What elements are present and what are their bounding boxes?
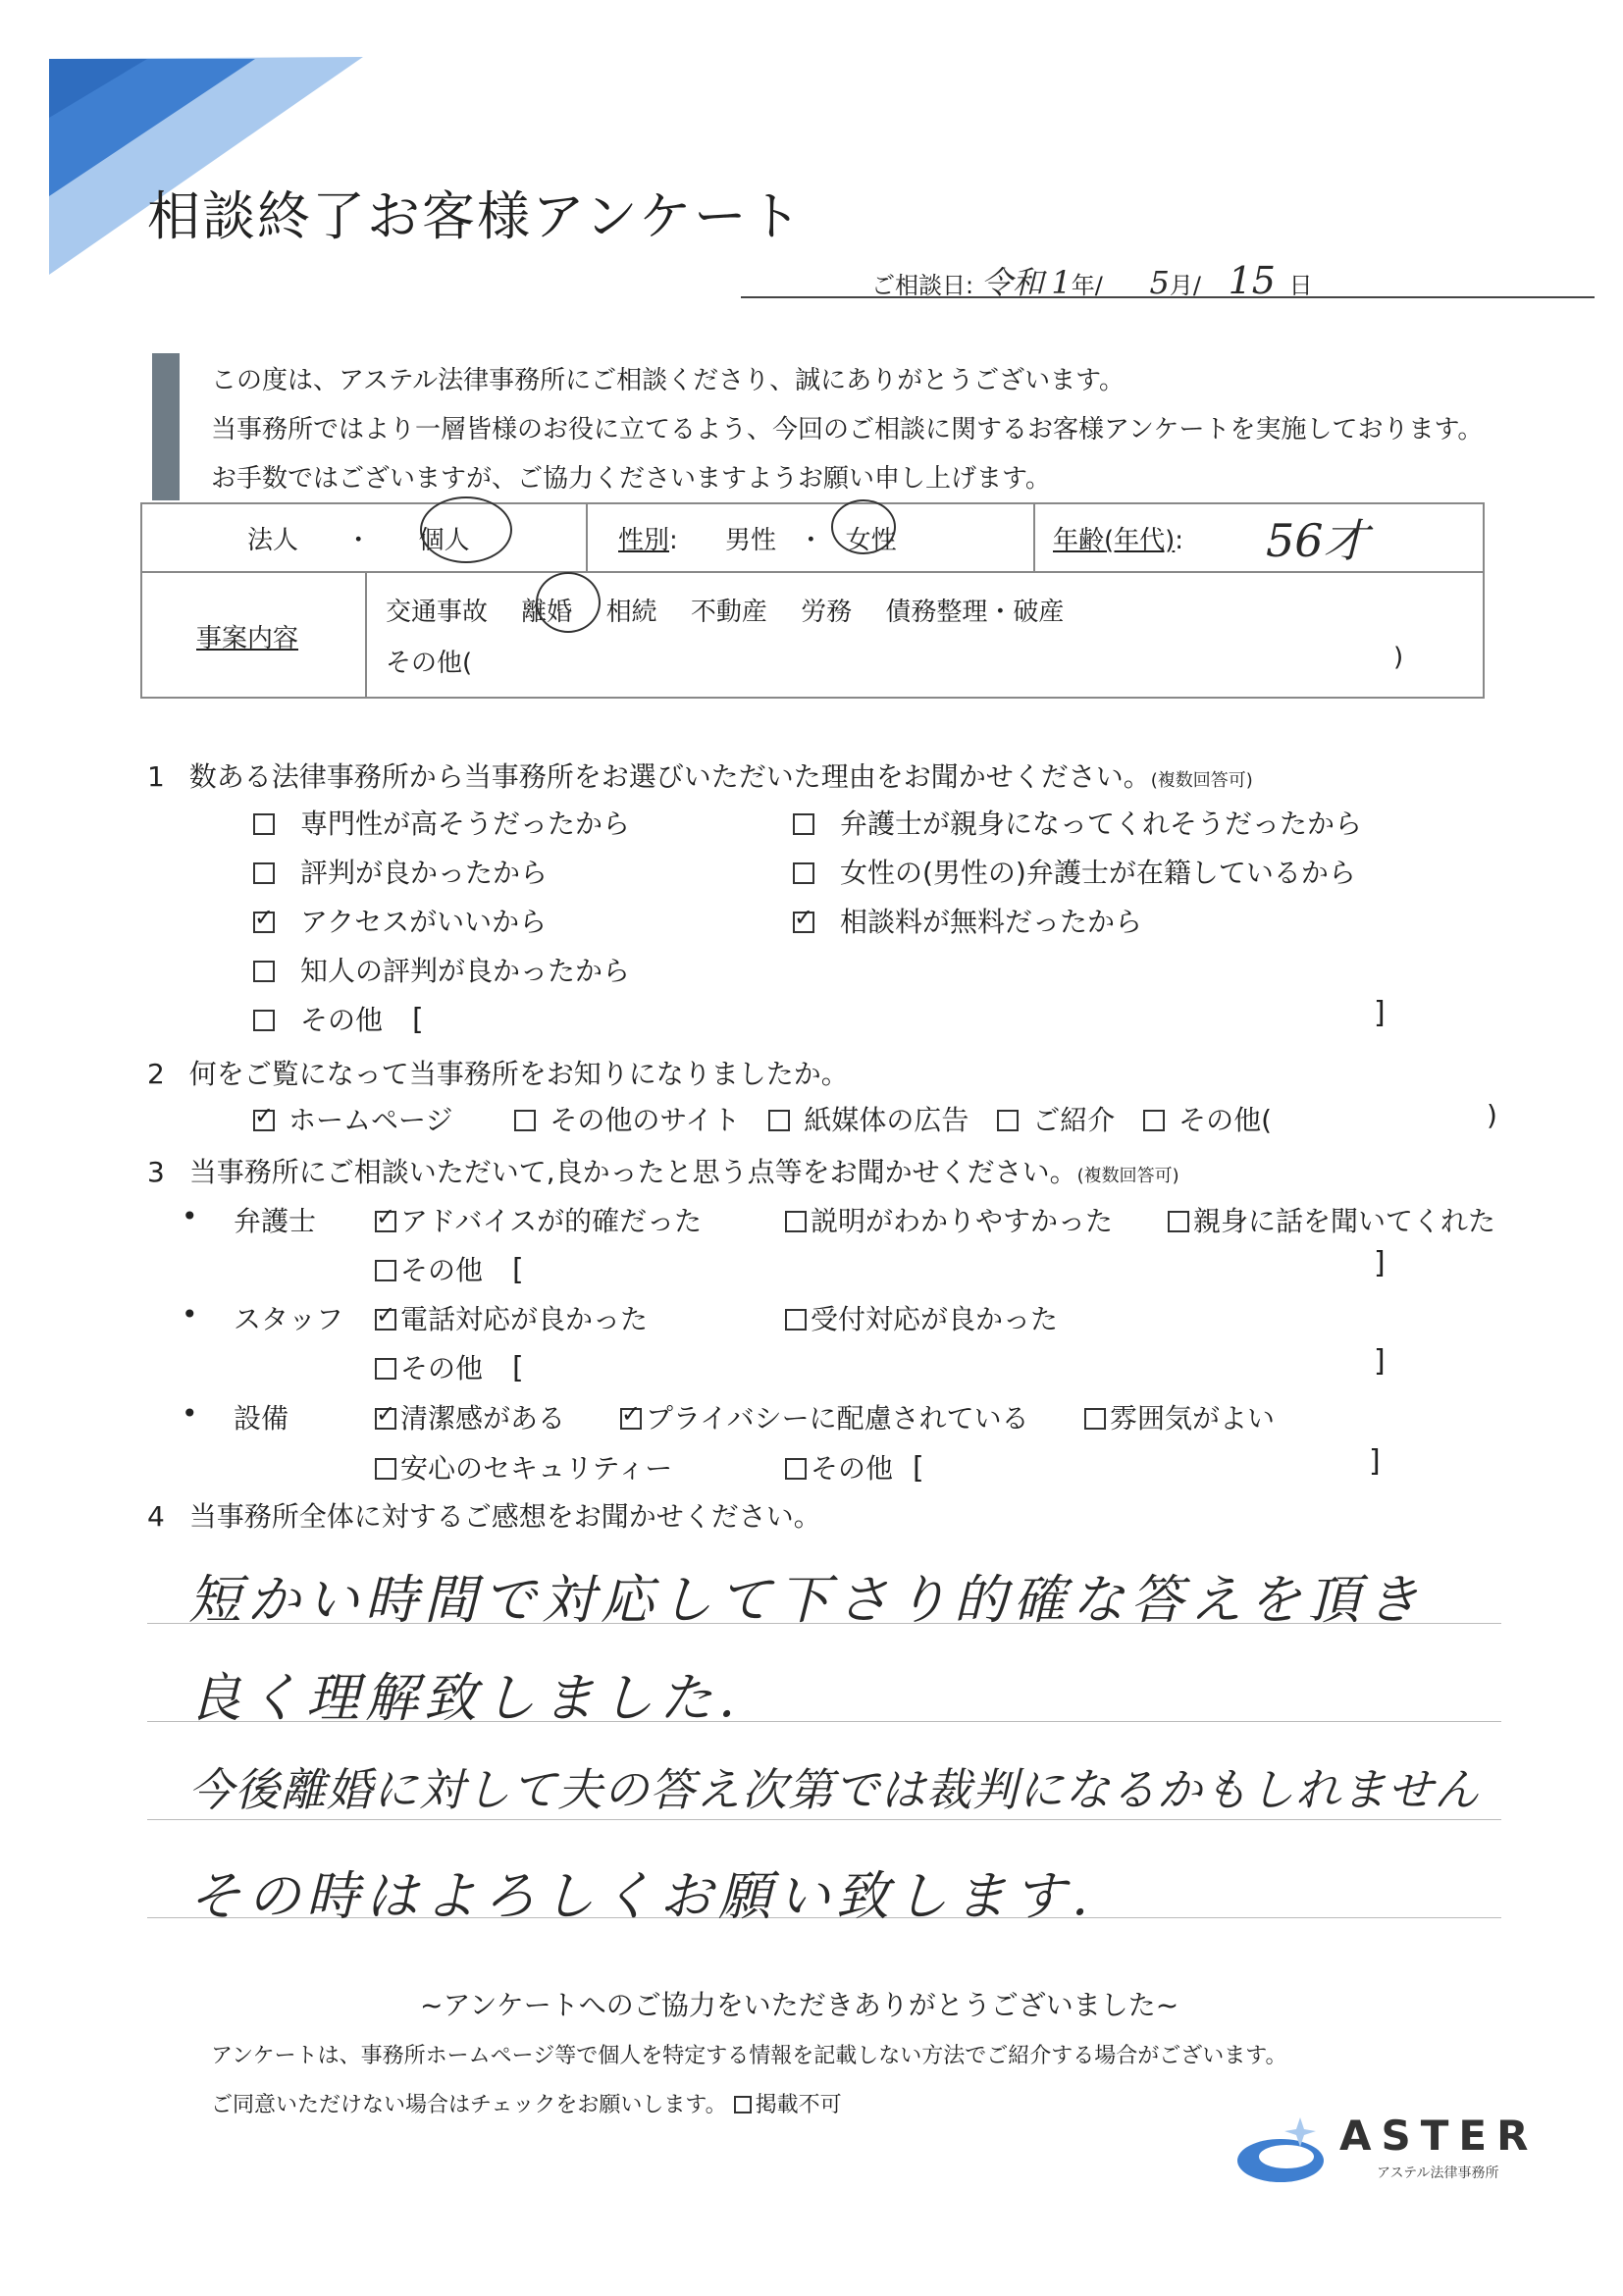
- checkbox[interactable]: [785, 1211, 807, 1232]
- q1-text: 数ある法律事務所から当事務所をお選びいただいた理由をお聞かせください。: [188, 760, 1151, 793]
- checkbox[interactable]: [375, 1458, 396, 1480]
- logo-swoosh-icon: [1231, 2100, 1330, 2198]
- info-table-col-divider: [365, 571, 367, 697]
- checkbox[interactable]: [253, 961, 275, 982]
- checkbox-checked[interactable]: [375, 1309, 396, 1331]
- q3-lawyer-label: 弁護士: [234, 1205, 317, 1237]
- ruled-line: [147, 1819, 1501, 1820]
- q1-option[interactable]: 女性の(男性の)弁護士が在籍しているから: [793, 852, 1356, 891]
- bracket-close: ]: [1369, 1444, 1381, 1479]
- checkbox[interactable]: [1143, 1110, 1165, 1131]
- q1-option[interactable]: 専門性が高そうだったから: [253, 803, 630, 842]
- case-option-realestate[interactable]: 不動産: [690, 598, 767, 627]
- checkbox[interactable]: [785, 1458, 807, 1480]
- case-option-labor[interactable]: 労務: [801, 598, 853, 627]
- checkbox[interactable]: [768, 1110, 790, 1131]
- age-field: [1053, 520, 1183, 556]
- q3-lawyer-option[interactable]: ✓ アドバイスが的確だった: [375, 1200, 702, 1239]
- header-decoration: [0, 0, 412, 294]
- q2-option[interactable]: その他のサイト: [514, 1104, 740, 1136]
- q3-facility-option[interactable]: ✓ 清潔感がある: [375, 1397, 565, 1436]
- intro-accent-bar: [152, 353, 180, 500]
- q3-heading: [147, 1151, 1179, 1190]
- bracket-open: [: [913, 1451, 924, 1486]
- checkbox[interactable]: [514, 1110, 536, 1131]
- case-options: [386, 592, 1064, 628]
- info-table-divider: [140, 571, 1483, 573]
- checkbox[interactable]: [734, 2096, 752, 2113]
- checkbox[interactable]: [253, 813, 275, 835]
- date-day: 15: [1228, 259, 1276, 302]
- checkbox-checked[interactable]: [620, 1408, 642, 1430]
- bracket-close: ]: [1374, 1246, 1386, 1280]
- q4-comment-box[interactable]: [147, 1540, 1501, 1927]
- gender-label: 性別: [618, 526, 670, 555]
- q4-number: 4: [147, 1500, 165, 1533]
- thanks-message: ~アンケートへのご協力をいただきありがとうございました~: [420, 1989, 1179, 2021]
- q2-option[interactable]: ご紹介: [997, 1104, 1115, 1136]
- checkbox-checked[interactable]: [375, 1211, 396, 1232]
- checkbox[interactable]: [1168, 1211, 1189, 1232]
- q3-facility-option[interactable]: 安心のセキュリティー: [375, 1447, 672, 1487]
- q2-option[interactable]: ✓ホームページ: [253, 1104, 452, 1136]
- case-option-debt[interactable]: 債務整理・破産: [885, 598, 1065, 627]
- checkbox[interactable]: [785, 1309, 807, 1331]
- age-colon: :: [1175, 526, 1184, 555]
- case-other-close: ): [1393, 643, 1404, 672]
- q2-close: ): [1487, 1099, 1497, 1131]
- checkbox[interactable]: [253, 862, 275, 884]
- checkbox[interactable]: [793, 862, 814, 884]
- page-title: 相談終了お客様アンケート: [147, 185, 804, 247]
- date-era: 令和: [980, 264, 1044, 301]
- checkbox-checked[interactable]: [793, 912, 814, 933]
- q1-option[interactable]: ✓アクセスがいいから: [253, 901, 547, 940]
- q2-options: [253, 1099, 1272, 1138]
- info-table-col-divider: [1033, 502, 1035, 573]
- comment-line: 良く理解致しました.: [188, 1667, 742, 1729]
- bracket-close: ]: [1374, 996, 1386, 1030]
- q1-note: (複数回答可): [1150, 770, 1253, 791]
- publish-notice: アンケートは、事務所ホームページ等で個人を特定する情報を記載しない方法でご紹介する場合がございます。: [211, 2044, 1287, 2068]
- q3-staff-other[interactable]: その他 [: [375, 1347, 524, 1386]
- logo-text: ASTER: [1339, 2112, 1539, 2160]
- q3-number: 3: [147, 1156, 165, 1188]
- q1-option[interactable]: 評判が良かったから: [253, 852, 548, 891]
- date-underline: [741, 294, 1595, 298]
- gender-colon: :: [669, 526, 678, 555]
- q4-heading: [147, 1495, 821, 1535]
- q3-lawyer-option[interactable]: 親身に話を聞いてくれた: [1168, 1200, 1495, 1239]
- q1-other[interactable]: その他 [: [253, 999, 424, 1038]
- q2-text: 何をご覧になって当事務所をお知りになりましたか。: [188, 1058, 849, 1090]
- date-year: 1: [1051, 264, 1072, 301]
- checkbox-checked[interactable]: [253, 912, 275, 933]
- q3-staff-option[interactable]: ✓ 電話対応が良かった: [375, 1298, 648, 1337]
- date-year-unit: 年/: [1071, 272, 1103, 299]
- q3-facility-label: 設備: [234, 1402, 289, 1435]
- q2-option[interactable]: その他(: [1143, 1104, 1272, 1136]
- gender-male[interactable]: 男性: [725, 526, 777, 555]
- date-month-unit: 月/: [1169, 272, 1201, 299]
- age-value[interactable]: 56才: [1266, 514, 1369, 567]
- checkbox[interactable]: [375, 1260, 396, 1281]
- checkbox[interactable]: [1084, 1408, 1106, 1430]
- q2-option[interactable]: 紙媒体の広告: [768, 1104, 969, 1136]
- client-type-corp: 法人: [247, 526, 299, 555]
- checkbox[interactable]: [793, 813, 814, 835]
- checkbox[interactable]: [253, 1010, 275, 1031]
- intro-text: [211, 356, 1483, 503]
- q3-facility-other[interactable]: その他 [: [785, 1447, 924, 1487]
- checkbox[interactable]: [997, 1110, 1019, 1131]
- bracket-open: [: [512, 1253, 524, 1287]
- intro-line: お手数ではございますが、ご協力くださいますようお願い申し上げます。: [211, 464, 1051, 494]
- comment-line: 短かい時間で対応して下さり的確な答えを頂き: [188, 1569, 1425, 1631]
- separator-dot: ・: [798, 526, 824, 555]
- comment-line: その時はよろしくお願い致します.: [188, 1865, 1095, 1927]
- q3-staff-label: スタッフ: [234, 1303, 344, 1335]
- q3-bullet: •: [182, 1298, 198, 1331]
- logo-subtext: アステル法律事務所: [1377, 2166, 1499, 2181]
- q3-lawyer-other[interactable]: その他 [: [375, 1249, 524, 1288]
- consent-line: [211, 2088, 842, 2118]
- date-month: 5: [1149, 264, 1170, 301]
- intro-line: 当事務所ではより一層皆様のお役に立てるよう、今回のご相談に関するお客様アンケートを実施しております。: [211, 415, 1484, 444]
- separator-dot: ・: [345, 526, 372, 555]
- bracket-open: [: [412, 1003, 424, 1037]
- case-option-inheritance[interactable]: 相続: [605, 598, 657, 627]
- q3-bullet: •: [182, 1200, 198, 1232]
- checkbox[interactable]: [375, 1358, 396, 1380]
- info-table-col-divider: [586, 502, 588, 573]
- q1-option[interactable]: ✓ 相談料が無料だったから: [793, 901, 1142, 940]
- q3-staff-option[interactable]: 受付対応が良かった: [785, 1298, 1058, 1337]
- bracket-close: ]: [1374, 1344, 1386, 1379]
- q3-text: 当事務所にご相談いただいて,良かったと思う点等をお聞かせください。: [188, 1156, 1077, 1188]
- intro-line: この度は、アステル法律事務所にご相談くださり、誠にありがとうございます。: [211, 366, 1126, 395]
- client-type-person[interactable]: 個人: [418, 526, 470, 555]
- q1-option[interactable]: 知人の評判が良かったから: [253, 950, 630, 989]
- q1-option[interactable]: 弁護士が親身になってくれそうだったから: [793, 803, 1362, 842]
- checkbox-checked[interactable]: [375, 1408, 396, 1430]
- case-option-traffic[interactable]: 交通事故: [386, 598, 489, 627]
- q2-number: 2: [147, 1058, 165, 1090]
- q4-text: 当事務所全体に対するご感想をお聞かせください。: [188, 1500, 821, 1533]
- checkbox-checked[interactable]: [253, 1110, 275, 1131]
- q3-note: (複数回答可): [1076, 1166, 1179, 1186]
- case-other[interactable]: [386, 643, 472, 679]
- q1-number: 1: [147, 760, 165, 793]
- no-publish-option[interactable]: 掲載不可: [734, 2093, 842, 2117]
- case-divorce-circle: [536, 572, 601, 633]
- case-label: 事案内容: [196, 624, 299, 653]
- consent-text: ご同意いただけない場合はチェックをお願いします。: [211, 2093, 727, 2117]
- bracket-open: [: [512, 1351, 524, 1385]
- q3-facility-option[interactable]: ✓ プライバシーに配慮されている: [620, 1397, 1029, 1436]
- q3-facility-option[interactable]: 雰囲気がよい: [1084, 1397, 1275, 1436]
- date-label: ご相談日:: [871, 272, 974, 299]
- gender-female[interactable]: 女性: [845, 526, 897, 555]
- date-day-unit: 日: [1288, 272, 1313, 299]
- client-type-person-circle: [420, 496, 512, 563]
- comment-line: 今後離婚に対して夫の答え次第では裁判になるかもしれません: [188, 1763, 1480, 1816]
- case-other-label: その他(: [386, 649, 473, 678]
- age-label: 年齢(年代): [1053, 526, 1176, 555]
- q3-bullet: •: [182, 1397, 198, 1430]
- gender-female-circle: [831, 499, 896, 554]
- aster-logo: [1231, 2100, 1555, 2198]
- q2-heading: [147, 1053, 849, 1092]
- q3-lawyer-option[interactable]: 説明がわかりやすかった: [785, 1200, 1113, 1239]
- q1-heading: [147, 756, 1253, 795]
- case-option-divorce[interactable]: 離婚: [521, 598, 573, 627]
